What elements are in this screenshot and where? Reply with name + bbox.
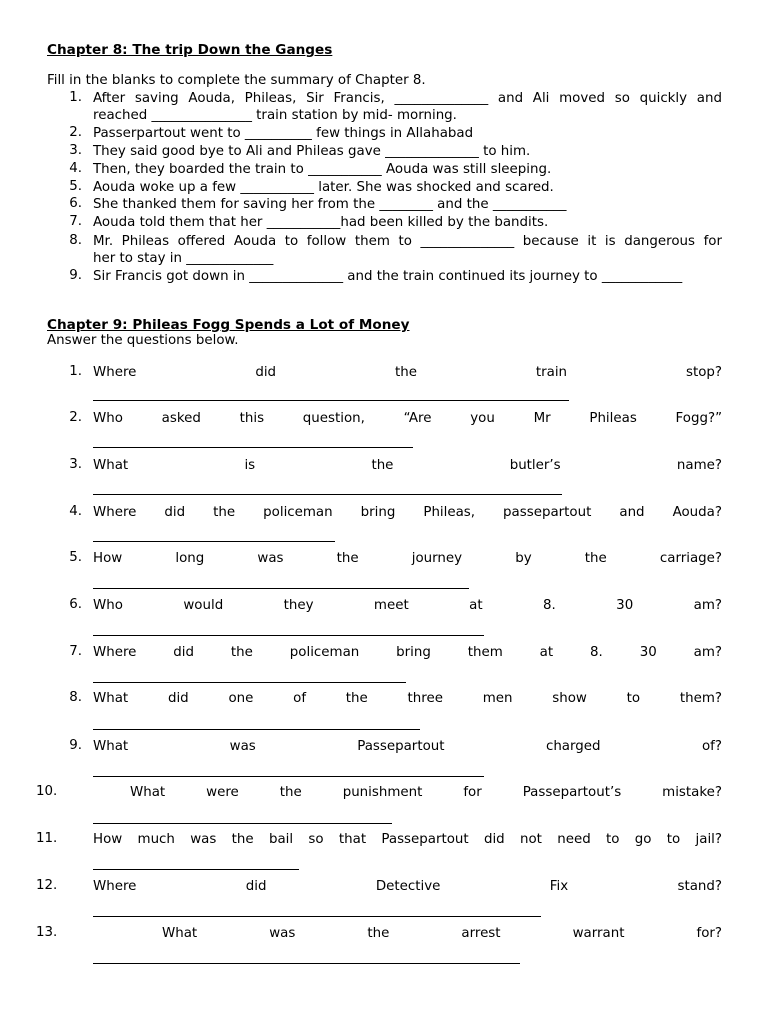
answer-line[interactable]: [93, 963, 520, 964]
question-number: 7.: [69, 644, 82, 659]
question-text: How much was the bail so that Passepartout did not need to go to jail?: [93, 832, 722, 847]
question-text: What did one of the three men show to them?: [93, 691, 722, 706]
chapter-9-instruction: Answer the questions below.: [47, 333, 239, 348]
item-text: Mr. Phileas offered Aouda to follow them to ______________ because it is dangerous for: [93, 234, 722, 249]
item-number: 4.: [69, 161, 82, 176]
item-number: 8.: [69, 233, 82, 248]
item-number: 9.: [69, 268, 82, 283]
item-text-continued: her to stay in _____________: [93, 251, 274, 266]
item-number: 3.: [69, 143, 82, 158]
question-text: Where did the train stop?: [93, 365, 722, 380]
question-number: 3.: [69, 457, 82, 472]
question-text: Where did the policeman bring them at 8. 30 am?: [93, 645, 722, 660]
question-text: Where did the policeman bring Phileas, passepartout and Aouda?: [93, 505, 722, 520]
question-number: 11.: [36, 831, 58, 846]
answer-line[interactable]: [93, 400, 569, 401]
item-number: 2.: [69, 125, 82, 140]
chapter-8-instruction: Fill in the blanks to complete the summary of Chapter 8.: [47, 73, 426, 88]
question-text: Where did Detective Fix stand?: [93, 879, 722, 894]
answer-line[interactable]: [93, 916, 541, 917]
question-number: 2.: [69, 410, 82, 425]
answer-line[interactable]: [93, 776, 484, 777]
answer-line[interactable]: [93, 729, 420, 730]
question-number: 4.: [69, 504, 82, 519]
chapter-9-heading: Chapter 9: Phileas Fogg Spends a Lot of Money: [47, 317, 410, 333]
question-text: What were the punishment for Passepartout’s mistake?: [130, 785, 722, 800]
item-text-continued: reached _______________ train station by mid- morning.: [93, 108, 457, 123]
answer-line[interactable]: [93, 588, 469, 589]
item-text: Passerpartout went to __________ few things in Allahabad: [93, 126, 474, 141]
question-number: 5.: [69, 550, 82, 565]
item-text: Then, they boarded the train to ___________ Aouda was still sleeping.: [93, 162, 552, 177]
answer-line[interactable]: [93, 823, 392, 824]
item-number: 1.: [69, 90, 82, 105]
answer-line[interactable]: [93, 447, 413, 448]
question-number: 6.: [69, 597, 82, 612]
question-number: 1.: [69, 364, 82, 379]
question-text: What was Passepartout charged of?: [93, 739, 722, 754]
item-text: Sir Francis got down in ______________ and the train continued its journey to ____________: [93, 269, 683, 284]
answer-line[interactable]: [93, 541, 335, 542]
question-number: 9.: [69, 738, 82, 753]
question-text: What is the butler’s name?: [93, 458, 722, 473]
question-text: Who asked this question, “Are you Mr Phileas Fogg?”: [93, 411, 722, 426]
item-text: Aouda told them that her ___________had been killed by the bandits.: [93, 215, 549, 230]
answer-line[interactable]: [93, 869, 299, 870]
question-number: 13.: [36, 925, 58, 940]
question-text: Who would they meet at 8. 30 am?: [93, 598, 722, 613]
item-number: 7.: [69, 214, 82, 229]
chapter-8-heading: Chapter 8: The trip Down the Ganges: [47, 42, 333, 58]
answer-line[interactable]: [93, 682, 406, 683]
question-text: What was the arrest warrant for?: [162, 926, 722, 941]
item-number: 5.: [69, 179, 82, 194]
item-text: Aouda woke up a few ___________ later. She was shocked and scared.: [93, 180, 554, 195]
item-text: After saving Aouda, Phileas, Sir Francis, ______________ and Ali moved so quickly and: [93, 91, 722, 106]
answer-line[interactable]: [93, 494, 562, 495]
item-text: She thanked them for saving her from the ________ and the ___________: [93, 197, 567, 212]
question-number: 8.: [69, 690, 82, 705]
question-number: 10.: [36, 784, 58, 799]
answer-line[interactable]: [93, 635, 484, 636]
item-text: They said good bye to Ali and Phileas gave ______________ to him.: [93, 144, 531, 159]
question-text: How long was the journey by the carriage?: [93, 551, 722, 566]
question-number: 12.: [36, 878, 58, 893]
item-number: 6.: [69, 196, 82, 211]
